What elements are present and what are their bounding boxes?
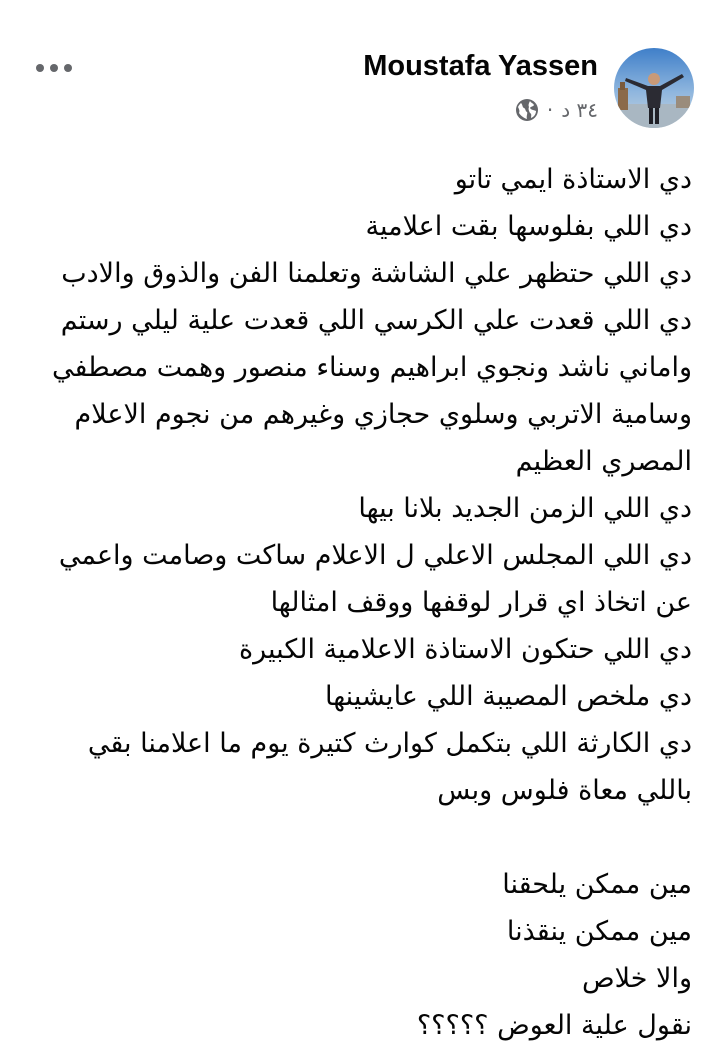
more-dot <box>36 64 44 72</box>
avatar[interactable] <box>614 48 694 128</box>
post-line: وسامية الاتربي وسلوي حجازي وغيرهم من نجوم الاعلام <box>74 399 692 430</box>
post-header <box>0 0 720 140</box>
post-timestamp[interactable]: ٣٤ د <box>561 98 598 122</box>
post-line: دي ملخص المصيبة اللي عايشينها <box>325 681 692 712</box>
post-line: باللي معاة فلوس وبس <box>437 775 692 806</box>
post-line: نقول علية العوض ؟؟؟؟؟ <box>416 1010 692 1041</box>
more-dot <box>50 64 58 72</box>
author-name[interactable]: Moustafa Yassen <box>363 50 598 82</box>
post-line: عن اتخاذ اي قرار لوقفها ووقف امثالها <box>270 587 692 618</box>
post-line: دي اللي الزمن الجديد بلانا بيها <box>358 493 692 524</box>
post-line: واماني ناشد ونجوي ابراهيم وسناء منصور وهمت مصطفي <box>51 352 692 383</box>
blank-line <box>22 814 692 861</box>
post-line: دي اللي حتكون الاستاذة الاعلامية الكبيرة <box>238 634 692 665</box>
post-line: مين ممكن يلحقنا <box>502 869 692 900</box>
post-line: دي اللي قعدت علي الكرسي اللي قعدت علية ليلي رستم <box>60 305 692 336</box>
post-line: المصري العظيم <box>515 446 692 477</box>
post-line: دي اللي المجلس الاعلي ل الاعلام ساكت وصامت واعمي <box>58 540 692 571</box>
more-options-button[interactable] <box>36 58 72 78</box>
post-line: والا خلاص <box>582 963 692 994</box>
meta-separator: · <box>546 98 554 122</box>
post-line: دي اللي بفلوسها بقت اعلامية <box>365 211 692 242</box>
globe-icon <box>515 98 539 122</box>
avatar-photo <box>614 48 694 128</box>
post-line: دي الاستاذة ايمي تاتو <box>454 164 692 195</box>
post-line: مين ممكن ينقذنا <box>506 916 692 947</box>
more-dot <box>64 64 72 72</box>
post-text <box>22 156 692 1049</box>
post-line: دي الكارثة اللي بتكمل كوارث كتيرة يوم ما اعلامنا بقي <box>87 728 692 759</box>
post-line: دي اللي حتظهر علي الشاشة وتعلمنا الفن والذوق والادب <box>61 258 692 289</box>
post-meta <box>515 98 598 122</box>
